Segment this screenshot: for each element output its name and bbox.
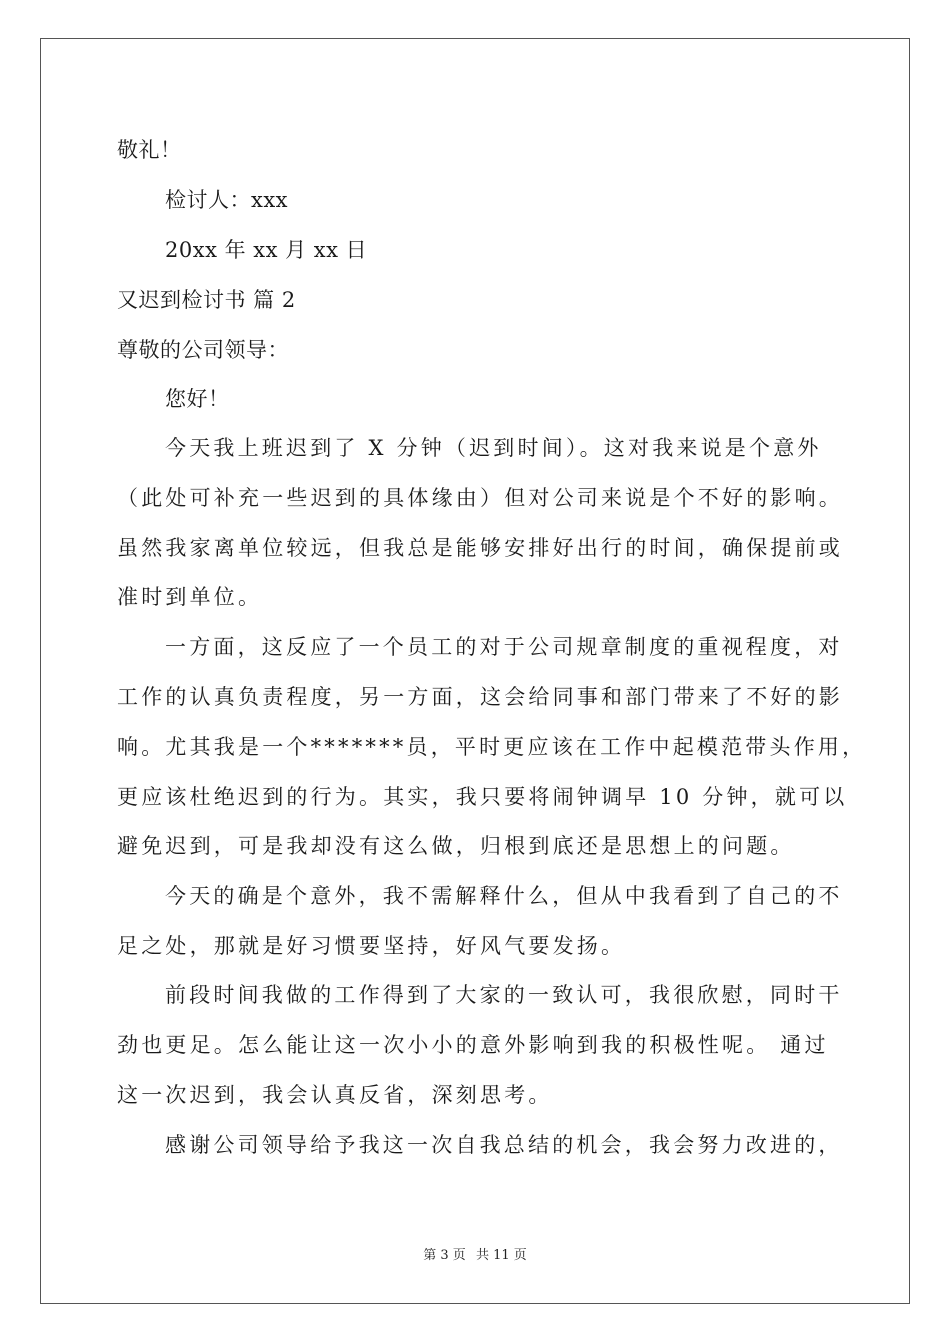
paragraph-line: （此处可补充一些迟到的具体缘由）但对公司来说是个不好的影响。 bbox=[117, 486, 843, 510]
greeting: 您好！ bbox=[165, 387, 230, 411]
page-border bbox=[40, 38, 910, 1304]
section-title: 又迟到检讨书 篇 2 bbox=[117, 288, 296, 312]
paragraph-line: 更应该杜绝迟到的行为。其实，我只要将闹钟调早 10 分钟，就可以 bbox=[117, 785, 848, 809]
paragraph-line: 劲也更足。怎么能让这一次小小的意外影响到我的积极性呢。 通过 bbox=[117, 1033, 829, 1057]
signature-line: 检讨人：xxx bbox=[165, 188, 289, 212]
salutation: 尊敬的公司领导： bbox=[117, 338, 289, 362]
paragraph-line: 虽然我家离单位较远，但我总是能够安排好出行的时间，确保提前或 bbox=[117, 536, 843, 560]
page-footer bbox=[0, 1247, 950, 1265]
page-number: 第 3 页 bbox=[423, 1248, 466, 1263]
paragraph-line: 今天我上班迟到了 X 分钟（迟到时间）。这对我来说是个意外 bbox=[165, 436, 822, 460]
page-total: 共 11 页 bbox=[475, 1248, 527, 1263]
paragraph-line: 工作的认真负责程度，另一方面，这会给同事和部门带来了不好的影 bbox=[117, 685, 843, 709]
paragraph-line: 感谢公司领导给予我这一次自我总结的机会，我会努力改进的， bbox=[165, 1133, 843, 1157]
date-line: 20xx 年 xx 月 xx 日 bbox=[165, 238, 368, 262]
paragraph-line: 响。尤其我是一个*******员，平时更应该在工作中起模范带头作用， bbox=[117, 735, 867, 759]
paragraph-line: 今天的确是个意外，我不需解释什么，但从中我看到了自己的不 bbox=[165, 884, 843, 908]
paragraph-line: 准时到单位。 bbox=[117, 585, 263, 609]
paragraph-line: 避免迟到，可是我却没有这么做，归根到底还是思想上的问题。 bbox=[117, 834, 795, 858]
paragraph-line: 这一次迟到，我会认真反省，深刻思考。 bbox=[117, 1083, 553, 1107]
closing-salutation: 敬礼！ bbox=[117, 138, 182, 162]
paragraph-line: 前段时间我做的工作得到了大家的一致认可，我很欣慰，同时干 bbox=[165, 983, 843, 1007]
paragraph-line: 一方面，这反应了一个员工的对于公司规章制度的重视程度，对 bbox=[165, 635, 843, 659]
paragraph-line: 足之处，那就是好习惯要坚持，好风气要发扬。 bbox=[117, 934, 626, 958]
